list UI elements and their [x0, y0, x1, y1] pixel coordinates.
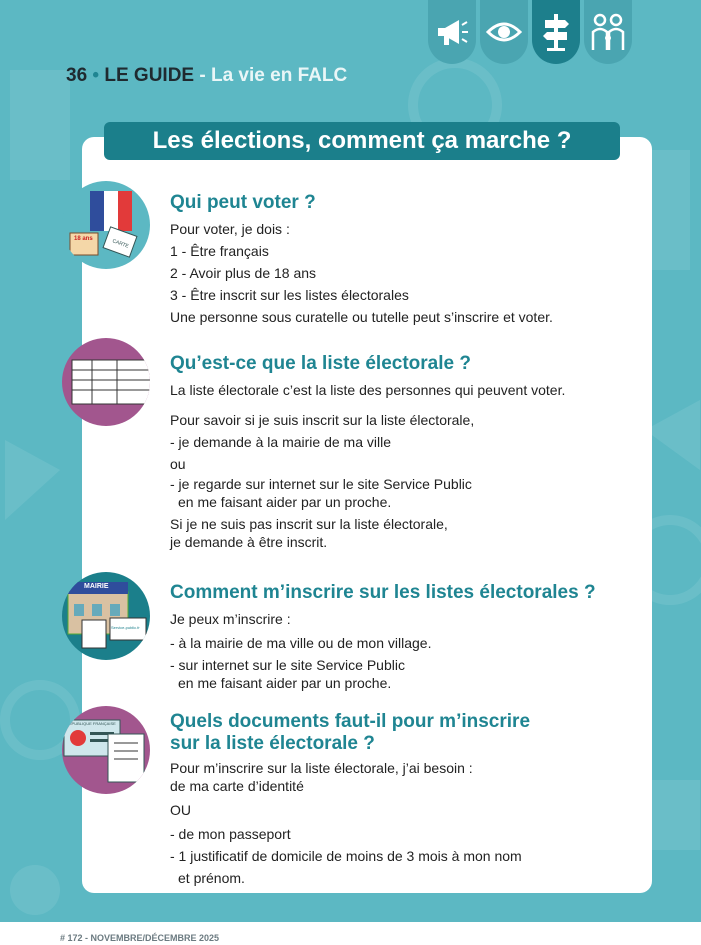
issue-footer: # 172 - NOVEMBRE/DÉCEMBRE 2025 — [60, 933, 220, 943]
page-title: Les élections, comment ça marche ? — [104, 122, 620, 160]
signpost-icon — [541, 12, 571, 52]
mairie-label: MAIRIE — [84, 583, 109, 590]
list-sheet-icon — [62, 338, 150, 426]
screen-label: Service-public.fr — [111, 625, 140, 630]
section-voter-title: Qui peut voter ? — [170, 192, 316, 213]
section-documents-title — [170, 711, 530, 755]
tab-signpost[interactable] — [532, 0, 580, 64]
text-line: 3 - Être inscrit sur les listes électorales — [170, 287, 409, 303]
text-line: - 1 justificatif de domicile de moins de 3 mois à mon nom — [170, 848, 522, 864]
text-line: Pour savoir si je suis inscrit sur la liste électorale, — [170, 412, 475, 428]
text-line: 2 - Avoir plus de 18 ans — [170, 265, 317, 281]
text-line: je demande à être inscrit. — [170, 534, 328, 550]
text-line: - de mon passeport — [170, 826, 291, 842]
id-card-label: RÉPUBLIQUE FRANÇAISE — [66, 721, 116, 726]
tab-megaphone[interactable] — [428, 0, 476, 64]
liste-illustration — [62, 338, 150, 426]
id-card-icon — [62, 706, 150, 794]
text-line: - je regarde sur internet sur le site Service Public — [170, 476, 472, 492]
text-line: ou — [170, 456, 186, 472]
section-liste-title: Qu’est-ce que la liste électorale ? — [170, 353, 471, 374]
page-number: 36 — [66, 65, 88, 86]
section-documents-title-line1: Quels documents faut-il pour m’inscrire — [170, 711, 531, 732]
text-line: Je peux m’inscrire : — [170, 611, 291, 627]
text-line: - je demande à la mairie de ma ville — [170, 434, 391, 450]
text-line: Si je ne suis pas inscrit sur la liste électorale, — [170, 516, 448, 532]
section-liste — [170, 353, 565, 551]
megaphone-icon — [435, 17, 469, 47]
cake-label: 18 ans — [74, 236, 93, 242]
text-line: OU — [170, 802, 191, 818]
tab-family[interactable] — [584, 0, 632, 64]
section-documents — [170, 711, 530, 889]
text-line: en me faisant aider par un proche. — [178, 675, 392, 691]
guide-label: LE GUIDE — [104, 65, 195, 86]
inscrire-illustration — [62, 572, 150, 660]
text-line: Pour m’inscrire sur la liste électorale, j’ai besoin : — [170, 760, 473, 776]
text-line: - à la mairie de ma ville ou de mon village. — [170, 635, 432, 651]
header-dash: - — [194, 65, 211, 86]
guide-subtitle: La vie en FALC — [210, 65, 348, 86]
text-line: 1 - Être français — [170, 243, 269, 259]
family-icon — [590, 12, 626, 52]
flag-cake-card-icon — [62, 181, 150, 269]
text-line: de ma carte d’identité — [170, 778, 304, 794]
section-inscrire — [170, 582, 596, 692]
text-line: et prénom. — [178, 870, 245, 886]
text-line: Une personne sous curatelle ou tutelle peut s’inscrire et voter. — [170, 309, 553, 325]
eye-icon — [486, 20, 522, 44]
text-line: - sur internet sur le site Service Public — [170, 657, 405, 673]
section-voter — [170, 192, 553, 328]
text-line: en me faisant aider par un proche. — [178, 494, 392, 510]
header-bullet: • — [87, 65, 105, 86]
page-header — [66, 65, 347, 87]
category-tabs — [428, 0, 632, 64]
text-line: La liste électorale c’est la liste des personnes qui peuvent voter. — [170, 382, 566, 398]
card-label: CARTE — [111, 238, 130, 250]
tab-eye[interactable] — [480, 0, 528, 64]
section-inscrire-title: Comment m’inscrire sur les listes électorales ? — [170, 582, 596, 603]
text-line: Pour voter, je dois : — [170, 221, 290, 237]
documents-illustration — [62, 706, 150, 794]
section-documents-title-line2: sur la liste électorale ? — [170, 733, 375, 754]
voter-illustration — [62, 181, 150, 269]
